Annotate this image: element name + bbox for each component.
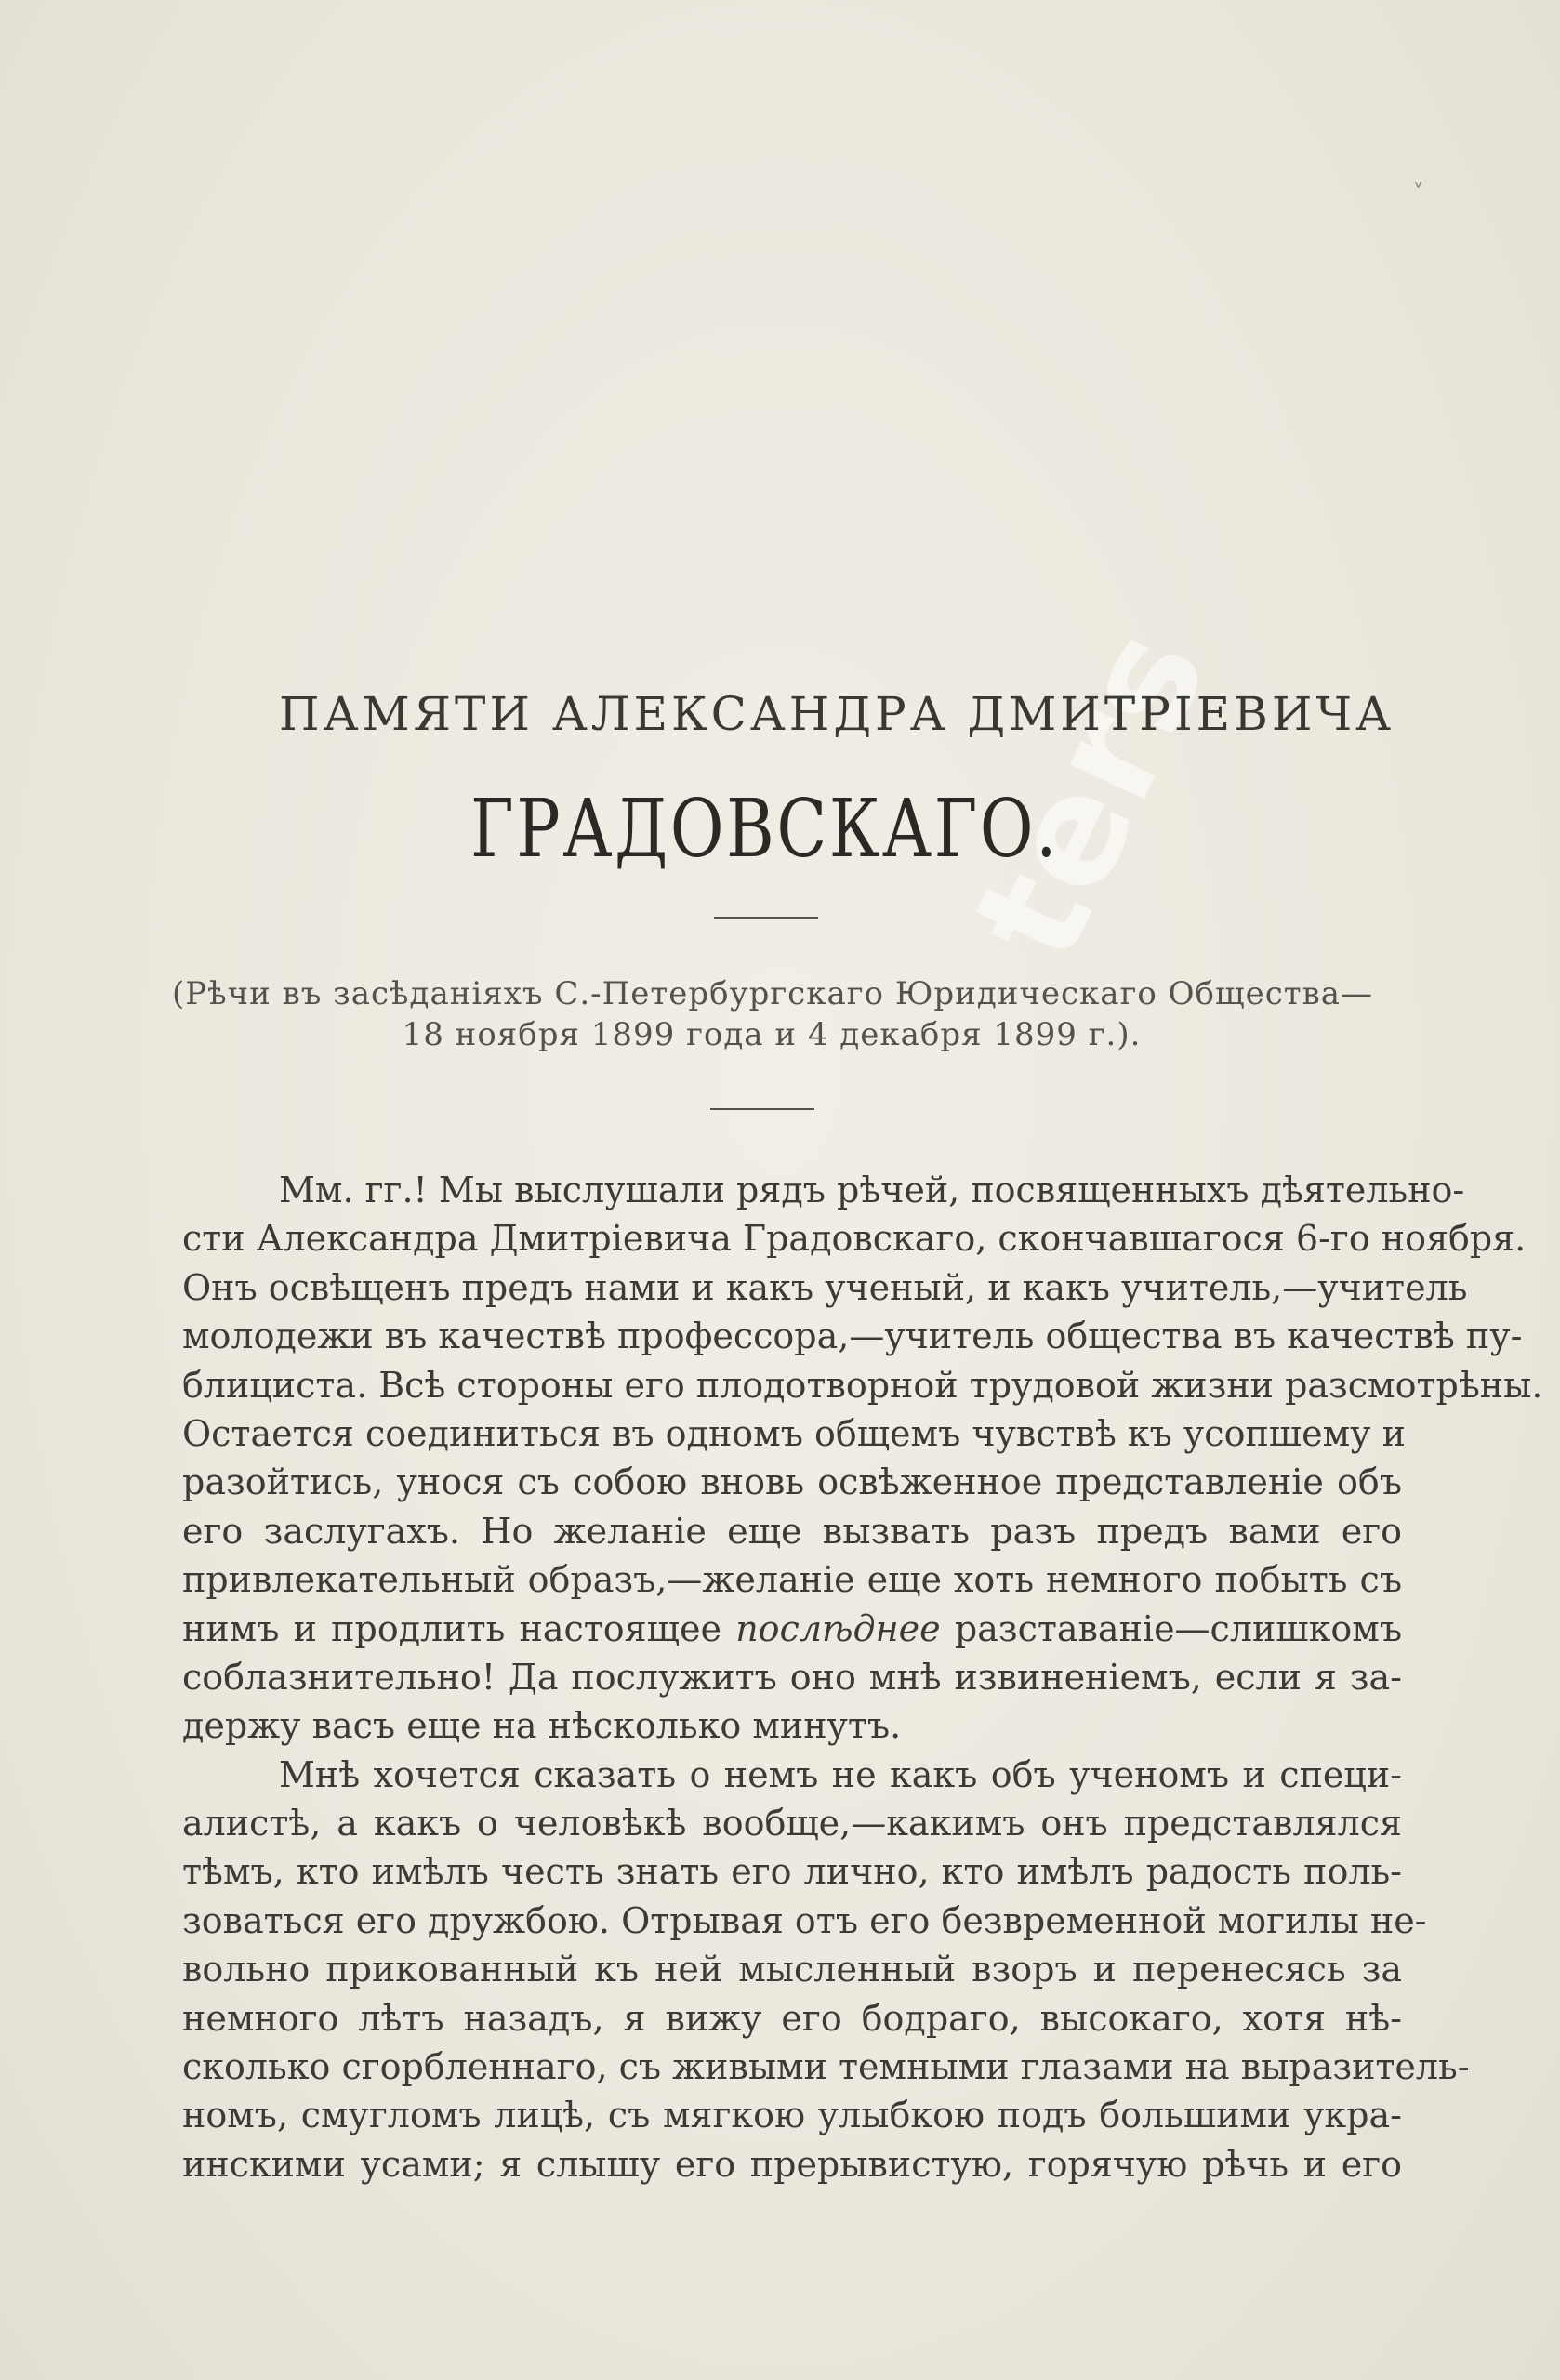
body-line-with-italic [182, 1605, 1402, 1653]
subtitle [172, 973, 1374, 1055]
divider-rule-bottom [710, 1108, 814, 1110]
body-line: привлекательный образъ,—желаніе еще хоть немного побыть съ [182, 1559, 1402, 1601]
subtitle-line-2: 18 ноября 1899 года и 4 декабря 1899 г.). [402, 1016, 1142, 1053]
body-line: номъ, смугломъ лицѣ, съ мягкою улыбкою подъ большими укра- [182, 2095, 1402, 2136]
body-line: алистѣ, а какъ о человѣкѣ вообще,—какимъ онъ представлялся [182, 1803, 1402, 1844]
body-line: Мнѣ хочется сказать о немъ не какъ объ ученомъ и специ- [279, 1753, 1402, 1795]
body-line: разойтись, унося съ собою вновь освѣженное представленіе объ [182, 1461, 1402, 1503]
body-line-segment: нимъ и продлить настоящее [182, 1607, 736, 1649]
italic-word: послѣднее [735, 1607, 941, 1649]
subtitle-line-1: (Рѣчи въ засѣданіяхъ С.-Петербургскаго Юридическаго Общества— [172, 975, 1374, 1012]
body-line-segment: разставаніе—слишкомъ [940, 1607, 1402, 1649]
body-line: сти Александра Дмитріевича Градовскаго, скончавшагося 6-го ноября. [182, 1218, 1527, 1260]
title-line-1: ПАМЯТИ АЛЕКСАНДРА ДМИТРІЕВИЧА [279, 687, 1395, 741]
body-line: блициста. Всѣ стороны его плодотворной трудовой жизни разсмотрѣны. [182, 1364, 1543, 1406]
body-line: вольно прикованный къ ней мысленный взоръ и перенесясь за [182, 1949, 1402, 1990]
body-line: инскими усами; я слышу его прерывистую, горячую рѣчь и его [182, 2143, 1402, 2185]
divider-rule-top [714, 917, 818, 919]
body-line: немного лѣтъ назадъ, я вижу его бодраго, высокаго, хотя нѣ- [182, 1997, 1402, 2039]
body-line: сколько сгорбленнаго, съ живыми темными глазами на выразитель- [182, 2046, 1470, 2088]
title-line-2: ГРАДОВСКАГО. [470, 783, 1059, 876]
body-line: Мм. гг.! Мы выслушали рядъ рѣчей, посвященныхъ дѣятельно- [279, 1170, 1465, 1210]
body-line: его заслугахъ. Но желаніе еще вызвать разъ предъ вами его [182, 1510, 1402, 1552]
watermark: ters [939, 602, 1241, 985]
body-line: Остается соединиться въ одномъ общемъ чувствѣ къ усопшему и [182, 1412, 1406, 1454]
body-line: Онъ освѣщенъ предъ нами и какъ ученый, и какъ учитель,—учитель [182, 1266, 1468, 1308]
body-line: соблазнительно! Да послужитъ оно мнѣ извиненіемъ, если я за- [182, 1656, 1402, 1698]
body-text [182, 1166, 1543, 2188]
body-line: молодежи въ качествѣ профессора,—учитель общества въ качествѣ пу- [182, 1316, 1523, 1357]
body-line: тѣмъ, кто имѣлъ честь знать его лично, кто имѣлъ радость поль- [182, 1851, 1402, 1893]
body-line: держу васъ еще на нѣсколько минутъ. [182, 1705, 902, 1747]
body-line: зоваться его дружбою. Отрывая отъ его безвременной могилы не- [182, 1899, 1427, 1941]
corner-mark: ˅ [1413, 181, 1423, 205]
